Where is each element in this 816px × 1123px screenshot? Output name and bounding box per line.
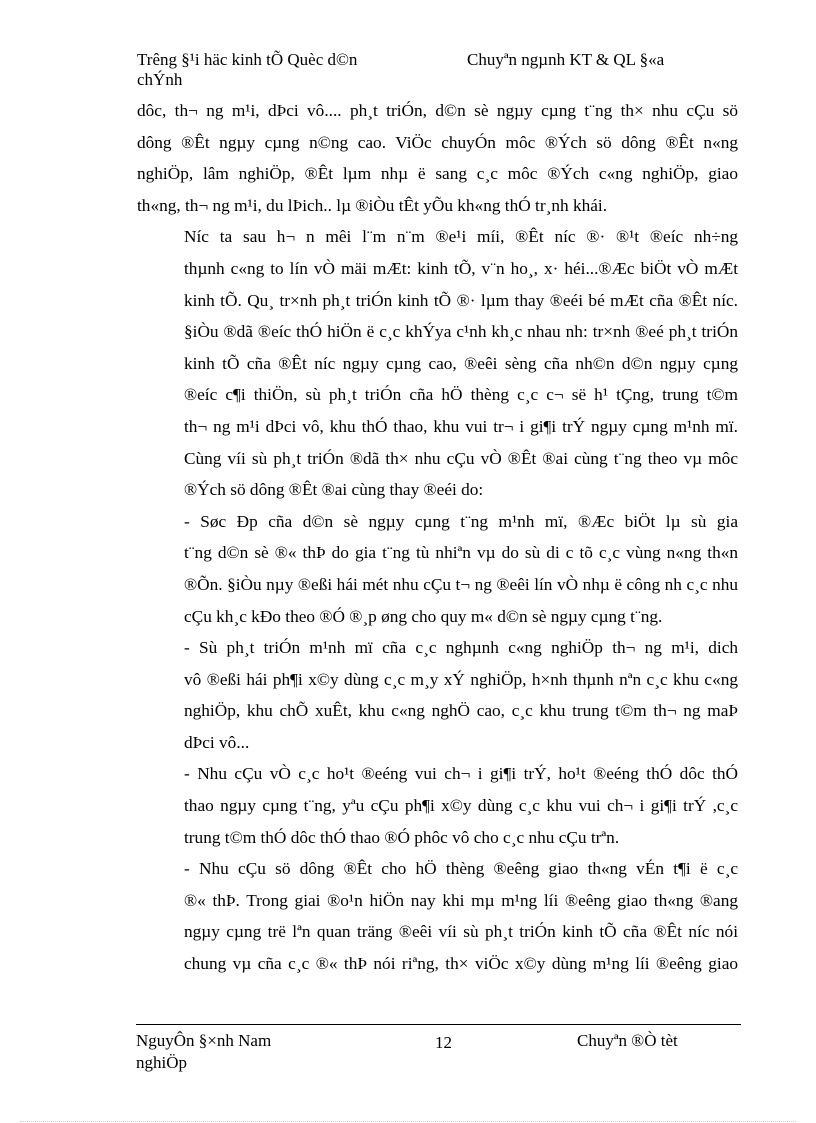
header-university bbox=[137, 50, 437, 90]
text-line: kinh tÕ cña ®Êt níc ngµy cµng cao, ®eêi sèng cña nh©n d©n ngµy cµng bbox=[184, 353, 738, 373]
footer-author-line2: nghiÖp bbox=[136, 1053, 187, 1072]
text-line: ngµy cµng trë lªn quan träng ®eêi víi sù ph¸t triÓn kinh tÕ cña ®Êt níc nói bbox=[184, 922, 738, 942]
text-line: - Nhu cÇu sö dông ®Êt cho hÖ thèng ®eêng giao th«ng vÉn t¶i ë c¸c bbox=[184, 859, 738, 879]
header-university-line1: Trêng §¹i häc kinh tÕ Quèc d©n bbox=[137, 50, 358, 69]
text-line: nghiÖp, lâm nghiÖp, ®Êt lµm nhµ ë sang c¸c môc ®Ých c«ng nghiÖp, giao bbox=[137, 164, 738, 184]
text-line: - Nhu cÇu vÒ c¸c ho¹t ®eéng vui ch¬ i gi¶i trÝ, ho¹t ®eéng thÓ dôc thÓ bbox=[184, 764, 738, 784]
paragraph-1 bbox=[137, 95, 738, 221]
header-university-line2: chÝnh bbox=[137, 70, 183, 89]
footer-divider bbox=[136, 1024, 741, 1025]
text-line: dÞci vô... bbox=[184, 732, 250, 752]
footer-title: Chuyªn ®Ò tèt bbox=[577, 1031, 678, 1050]
text-line: Níc ta sau h¬ n mêi l¨m n¨m ®e¹i míi, ®Êt níc ®· ®¹t ®eíc nh÷ng bbox=[184, 227, 738, 247]
text-line: ®Ých sö dông ®Êt ®ai cùng thay ®eéi do: bbox=[184, 480, 484, 500]
page-number: 12 bbox=[435, 1033, 452, 1052]
text-line: ®« thÞ. Trong giai ®o¹n hiÖn nay khi mµ m¹ng líi ®eêng giao th«ng ®ang bbox=[184, 890, 738, 910]
text-line: - Søc Ðp cña d©n sè ngµy cµng t¨ng m¹nh mï, ®Æc biÖt lµ sù gia bbox=[184, 511, 738, 531]
text-line: §iÒu ®dã ®eíc thÓ hiÖn ë c¸c khÝya c¹nh kh¸c nhau nh: tr×nh ®eé ph¸t triÓn bbox=[184, 322, 738, 342]
paragraph-3 bbox=[137, 506, 738, 632]
text-line: ®eíc c¶i thiÖn, sù ph¸t triÓn cña hÖ thèng c¸c c¬ së h¹ tÇng, trung t©m bbox=[184, 385, 738, 405]
text-line: th¬ ng m¹i dÞci vô, khu thÓ thao, khu vui tr¬ i gi¶i trÝ ngµy cµng m¹nh mï. bbox=[184, 416, 738, 436]
page-bottom-edge bbox=[20, 1121, 796, 1122]
text-line: ®Õn. §iÒu nµy ®eßi hái mét nhu cÇu t¬ ng ®eêi lín vÒ nhµ ë công nh c¸c nhu bbox=[184, 574, 738, 594]
text-line: thµnh c«ng to lín vÒ mäi mÆt: kinh tÕ, v¨n ho¸, x· héi...®Æc biÖt vÒ mÆt bbox=[184, 258, 738, 278]
text-line: dôc, th¬ ng m¹i, dÞci vô.... ph¸t triÓn, d©n sè ngµy cµng t¨ng th× nhu cÇu sö bbox=[137, 101, 738, 120]
paragraph-6 bbox=[137, 853, 738, 979]
footer-author-line1: NguyÔn §×nh Nam bbox=[136, 1031, 272, 1050]
text-line: vô ®eßi hái ph¶i x©y dùng c¸c m¸y xÝ nghiÖp, h×nh thµnh nªn c¸c khu c«ng bbox=[184, 669, 738, 689]
text-line: th«ng, th¬ ng m¹i, du lÞich.. lµ ®iÒu tÊt yÕu kh«ng thÓ tr¸nh khái. bbox=[137, 195, 608, 215]
text-line: nghiÖp, khu chÕ xuÊt, khu c«ng nghÖ cao, c¸c khu trung t©m th¬ ng maÞ bbox=[184, 701, 738, 721]
page-header bbox=[137, 50, 747, 96]
body-text bbox=[137, 95, 738, 980]
text-line: cÇu kh¸c kÐo theo ®Ó ®¸p øng cho quy m« d©n sè ngµy cµng t¨ng. bbox=[184, 606, 663, 626]
paragraph-5 bbox=[137, 758, 738, 853]
paragraph-2 bbox=[137, 221, 738, 505]
paragraph-4 bbox=[137, 632, 738, 758]
footer-author bbox=[136, 1030, 336, 1074]
text-line: chung vµ cña c¸c ®« thÞ nói riªng, th× viÖc x©y dùng m¹ng líi ®eêng giao bbox=[184, 954, 738, 974]
header-major: Chuyªn ngµnh KT & QL §«a bbox=[467, 50, 665, 69]
text-line: dông ®Êt ngµy cµng n©ng cao. ViÖc chuyÓn môc ®Ých sö dông ®Êt n«ng bbox=[137, 132, 738, 152]
text-line: kinh tÕ. Qu¸ tr×nh ph¸t triÓn kinh tÕ ®· lµm thay ®eéi bé mÆt cña ®Êt níc. bbox=[184, 290, 738, 310]
text-line: Cùng víi sù ph¸t triÓn ®dã th× nhu cÇu vÒ ®Êt ®ai cùng t¨ng theo vµ môc bbox=[184, 448, 738, 468]
text-line: trung t©m thÓ dôc thÓ thao ®Ó phôc vô cho c¸c nhu cÇu trªn. bbox=[184, 827, 620, 847]
text-line: - Sù ph¸t triÓn m¹nh mï cña c¸c nghµnh c«ng nghiÖp th¬ ng m¹i, dich bbox=[184, 638, 738, 658]
text-line: thao ngµy cµng t¨ng, yªu cÇu ph¶i x©y dùng c¸c khu vui ch¬ i gi¶i trÝ ,c¸c bbox=[184, 796, 738, 816]
text-line: t¨ng d©n sè ®« thÞ do gia t¨ng tù nhiªn vµ do sù di c tõ c¸c vùng n«ng th«n bbox=[184, 543, 738, 563]
